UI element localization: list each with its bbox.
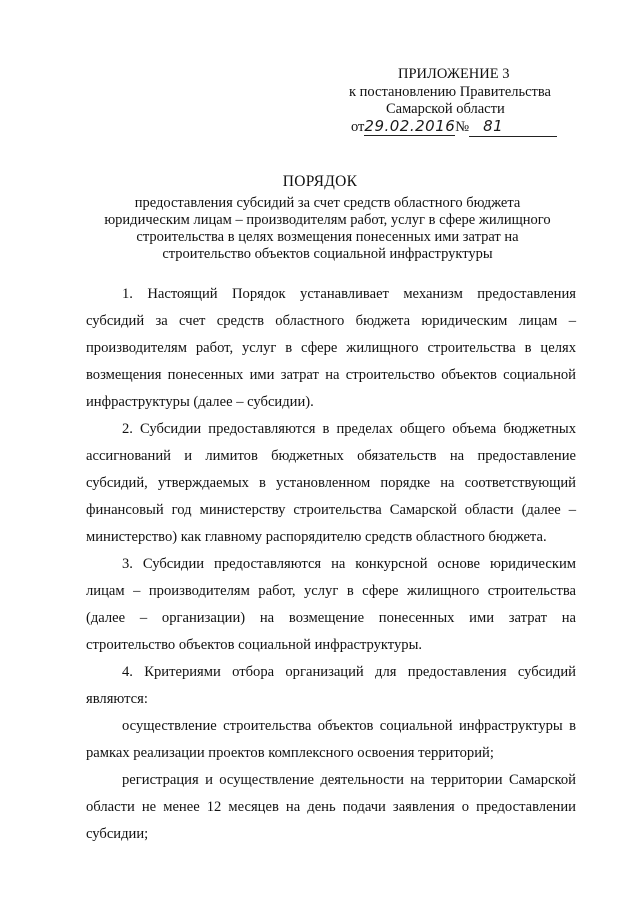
criterion-1: осуществление строительства объектов социальной инфраструктуры в рамках реализации проектов комплексного освоения территорий; xyxy=(86,718,576,761)
handwritten-date: 29.02.2016 xyxy=(364,117,456,135)
paragraph-4: 4. Критериями отбора организаций для предоставления субсидий являются: xyxy=(86,664,576,707)
annex-reference: к постановлению Правительства xyxy=(349,84,551,100)
annex-title: ПРИЛОЖЕНИЕ 3 xyxy=(398,66,510,82)
document-title: ПОРЯДОК xyxy=(282,173,358,190)
paragraph-3: 3. Субсидии предоставляются на конкурсной основе юридическим лицам – производителям работ, услуг в сфере жилищного строительства (далее – организации) на возмещение понесенных ими затрат на строительство объектов социальной инфраструктуры. xyxy=(86,556,576,653)
date-prefix: от xyxy=(351,119,365,135)
paragraph-2: 2. Субсидии предоставляются в пределах общего объема бюджетных ассигнований и лимитов бюджетных обязательств на предоставление субсидий, утверждаемых в установленном порядке на соответствующий финансовый год министерству строительства Самарской области (далее – министерство) как главному распорядителю средств областного бюджета. xyxy=(86,421,576,545)
document-subtitle: предоставления субсидий за счет средств областного бюджета юридическим лицам – производителям работ, услуг в сфере жилищного строительства в целях возмещения понесенных ими затрат на строительство объектов социальной инфраструктуры xyxy=(104,195,551,262)
criterion-2: регистрация и осуществление деятельности на территории Самарской области не менее 12 месяцев на день подачи заявления о предоставлении субсидии; xyxy=(86,772,576,842)
annex-date-line xyxy=(351,117,557,137)
number-prefix: № xyxy=(455,119,470,135)
number-field xyxy=(469,117,557,137)
handwritten-number: 81 xyxy=(483,117,504,135)
document-body xyxy=(86,281,576,848)
annex-region: Самарской области xyxy=(386,101,505,117)
paragraph-1: 1. Настоящий Порядок устанавливает механизм предоставления субсидий за счет средств областного бюджета юридическим лицам – производителям работ, услуг в сфере жилищного строительства в целях возмещения понесенных ими затрат на строительство объектов социальной инфраструктуры (далее – субсидии). xyxy=(86,286,576,410)
